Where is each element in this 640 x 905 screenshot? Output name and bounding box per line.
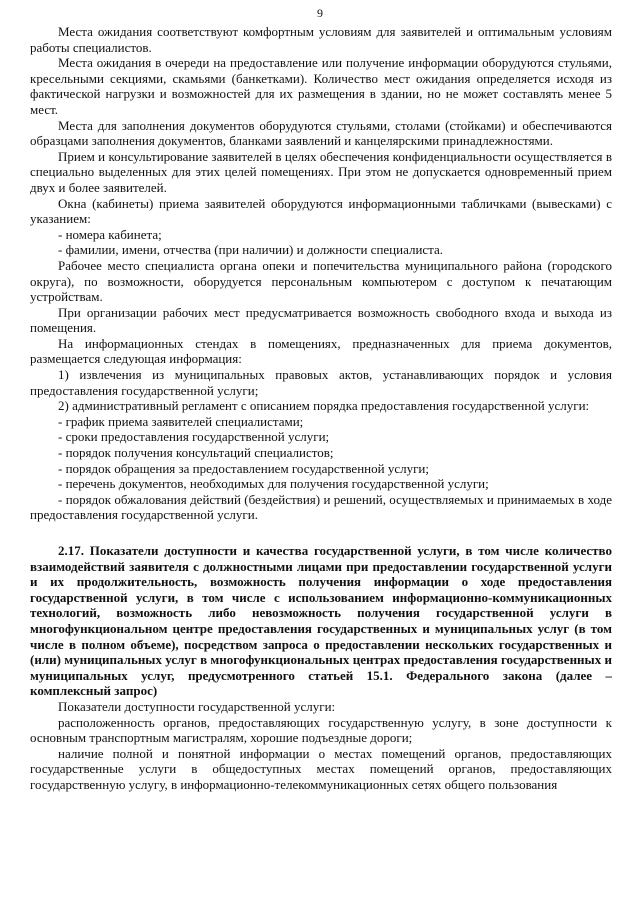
paragraph: Окна (кабинеты) приема заявителей оборудуются информационными табличками (вывесками) с указанием: [30,195,612,227]
paragraph: На информационных стендах в помещениях, предназначенных для приема документов, размещается следующая информация: [30,335,612,367]
list-item: - перечень документов, необходимых для получения государственной услуги; [58,476,489,492]
list-item: - порядок обжалования действий (бездействия) и решений, осуществляемых и принимаемых в ходе предоставления государственной услуги. [30,491,612,523]
paragraph: наличие полной и понятной информации о местах помещений органов, предоставляющих государственные услуги в общедоступных местах помещений органов, предоставляющих государственную услугу, в информационно-телекоммуникационных сетях общего пользования [30,745,612,792]
list-item: - номера кабинета; [58,226,162,242]
document-body [30,24,612,793]
paragraph: 2) административный регламент с описанием порядка предоставления государственной услуги: [58,398,590,414]
list-item: - график приема заявителей специалистами; [58,413,304,429]
list-item: - порядок получения консультаций специалистов; [58,445,334,461]
paragraph: 1) извлечения из муниципальных правовых актов, устанавливающих порядок и условия предоставления государственной услуги; [30,367,612,398]
paragraph: Показатели доступности государственной услуги: [58,698,336,714]
paragraph: При организации рабочих мест предусматривается возможность свободного входа и выхода из помещения. [30,304,612,336]
list-item: - сроки предоставления государственной услуги; [58,429,330,445]
page-number: 9 [317,6,323,20]
paragraph: Места ожидания соответствуют комфортным условиям для заявителей и оптимальным условиям работы специалистов. [30,24,612,55]
paragraph: Прием и консультирование заявителей в целях обеспечения конфиденциальности осуществляется в специально выделенных для этих целей помещениях. При этом не допускается одновременный прием двух и более заявителей. [30,148,612,195]
section-heading: 2.17. Показатели доступности и качества государственной услуги, в том числе количество взаимодействий заявителя с должностными лицами при предоставлении государственной услуги и их продолжительность, возможность получения информации о ходе предоставления государственной услуги, в том числе с использованием информационно-коммуникационных технологий, возможность либо невозможность получения государственной услуги в многофункциональном центре предоставления государственных и муниципальных услуг (в том числе в полном объеме), посредством запроса о предоставлении нескольких государственных и (или) муниципальных услуг в многофункциональных центрах предоставления государственных и муниципальных услуг, предусмотренного статьей 15.1. Федерального закона (далее – комплексный запрос) [30,543,612,699]
paragraph: расположенность органов, предоставляющих государственную услугу, в зоне доступности к основным транспортным магистралям, хорошие подъездные дороги; [30,714,612,746]
list-item: - порядок обращения за предоставлением государственной услуги; [58,460,429,476]
paragraph: Места ожидания в очереди на предоставление или получение информации оборудуются стульями, кресельными секциями, скамьями (банкетками). Количество мест ожидания определяется исходя из фактической нагрузки и возможностей для их размещения в здании, но не может составлять менее 5 мест. [30,55,612,117]
list-item: - фамилии, имени, отчества (при наличии) и должности специалиста. [58,242,444,258]
paragraph: Места для заполнения документов оборудуются стульями, столами (стойками) и обеспечиваются образцами заполнения документов, бланками заявлений и канцелярскими принадлежностями. [30,117,612,149]
paragraph: Рабочее место специалиста органа опеки и попечительства муниципального района (городского округа), по возможности, оборудуется персональным компьютером с доступом к печатающим устройствам. [30,257,612,305]
